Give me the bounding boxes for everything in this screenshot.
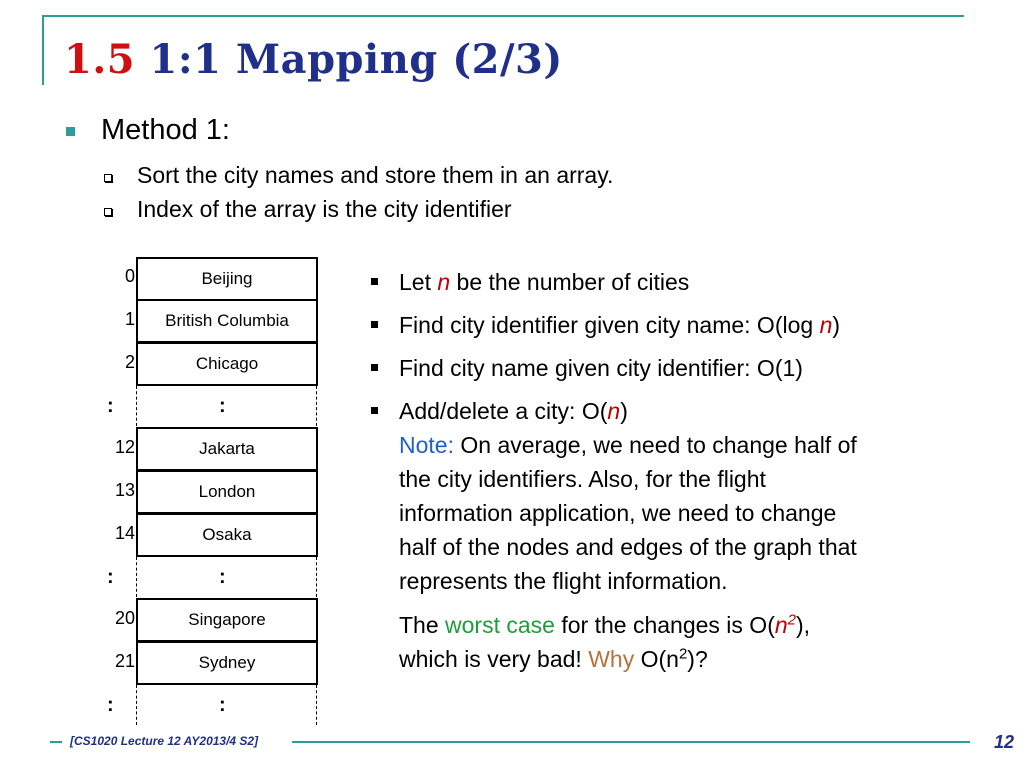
bullet-num-cities: Let n be the number of cities — [399, 269, 690, 295]
note-line-2: the city identifiers. Also, for the flight — [399, 466, 766, 492]
title-number: 1.5 — [64, 36, 136, 83]
note-line-1: Note: On average, we need to change half of — [399, 432, 857, 458]
hollow-square-bullet-icon — [104, 208, 112, 216]
array-cell: Chicago — [136, 342, 318, 386]
array-cell: Osaka — [136, 513, 318, 557]
title-text: 1:1 Mapping (2/3) — [149, 36, 563, 83]
footer-line-left — [50, 741, 62, 743]
worst-case-line: The worst case for the changes is $O(n^2)$, — [399, 611, 811, 638]
array-dashed-border — [136, 557, 137, 597]
note-line-3: information application, we need to change — [399, 500, 837, 526]
array-index: 12 — [114, 437, 135, 457]
array-cell: Sydney — [136, 641, 318, 685]
bullet-find-name: Find city name given city identifier: O(1) — [399, 355, 803, 381]
frame-top-line — [42, 15, 964, 17]
array-cell: Beijing — [136, 257, 318, 301]
note-line-5: represents the flight information. — [399, 568, 728, 594]
array-index: 21 — [114, 651, 135, 671]
array-index: 13 — [114, 480, 135, 500]
page-number: 12 — [993, 732, 1014, 752]
array-index: 1 — [124, 309, 135, 329]
footer-line-right — [292, 741, 970, 743]
filled-square-bullet-icon — [371, 278, 378, 285]
array-index: 0 — [124, 266, 135, 286]
note-line-4: half of the nodes and edges of the graph that — [399, 534, 857, 560]
array-cell: Jakarta — [136, 427, 318, 471]
array-index-ellipsis: : — [107, 395, 114, 417]
array-index: 14 — [114, 523, 135, 543]
array-dashed-border — [316, 386, 317, 426]
array-cell-ellipsis: : — [219, 395, 226, 417]
why-line: which is very bad! Why $O(n^2)$? — [399, 645, 708, 672]
method-heading: Method 1: — [101, 114, 230, 146]
array-cell-ellipsis: : — [219, 694, 226, 716]
array-dashed-border — [316, 685, 317, 725]
frame-left-line — [42, 15, 44, 85]
array-index-ellipsis: : — [107, 566, 114, 588]
array-cell: British Columbia — [136, 299, 318, 343]
array-cell-ellipsis: : — [219, 566, 226, 588]
array-cell: Singapore — [136, 598, 318, 642]
bullet-find-identifier: Find city identifier given city name: O(log n) — [399, 312, 841, 338]
slide-title — [64, 36, 563, 83]
sub-bullet-1: Sort the city names and store them in an array. — [137, 162, 614, 188]
sub-bullet-2: Index of the array is the city identifier — [137, 196, 512, 222]
array-index: 20 — [114, 608, 135, 628]
array-cell: London — [136, 470, 318, 514]
filled-square-bullet-icon — [371, 364, 378, 371]
array-index-ellipsis: : — [107, 694, 114, 716]
footer-course: [CS1020 Lecture 12 AY2013/4 S2] — [70, 734, 259, 748]
array-dashed-border — [136, 685, 137, 725]
array-index: 2 — [124, 352, 135, 372]
hollow-square-bullet-icon — [104, 174, 112, 182]
bullet-add-delete: Add/delete a city: O(n) — [399, 398, 628, 424]
filled-square-bullet-icon — [371, 321, 378, 328]
square-bullet-icon — [66, 127, 75, 136]
filled-square-bullet-icon — [371, 407, 378, 414]
array-dashed-border — [316, 557, 317, 597]
note-label: Note: — [399, 432, 454, 458]
array-dashed-border — [136, 386, 137, 426]
